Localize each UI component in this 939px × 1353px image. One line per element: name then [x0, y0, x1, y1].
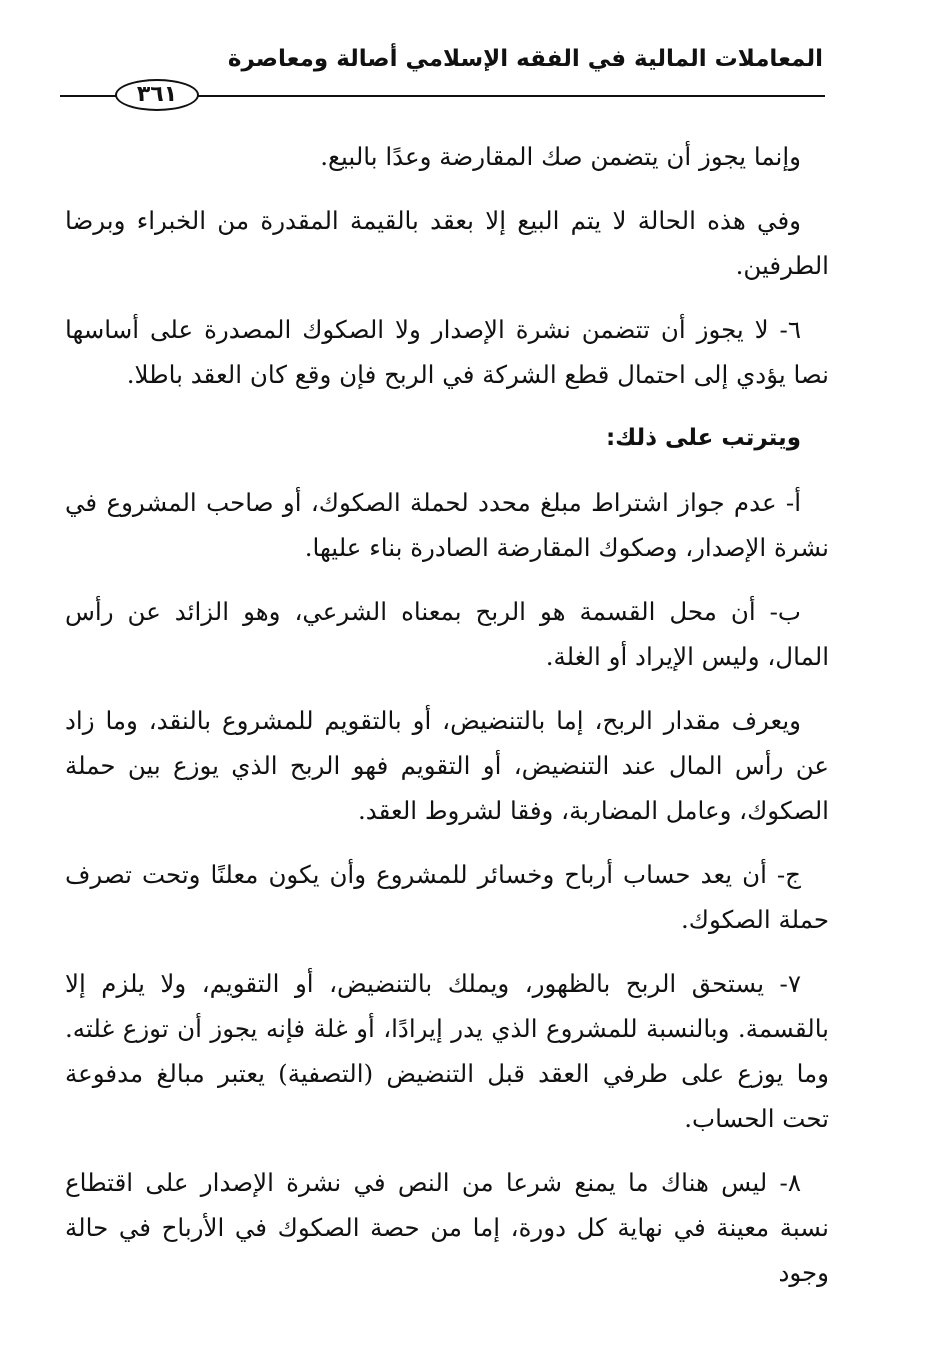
paragraph-item-c: ج- أن يعد حساب أرباح وخسائر للمشروع وأن يكون معلنًا وتحت تصرف حملة الصكوك.: [65, 860, 829, 934]
paragraph-rule-6: ٦- لا يجوز أن تتضمن نشرة الإصدار ولا الصكوك المصدرة على أساسها نصا يؤدي إلى احتمال قطع الشركة في الربح فإن وقع كان العقد باطلا.: [65, 315, 829, 389]
paragraph-consequences-heading: ويترتب على ذلك:: [605, 425, 801, 451]
paragraph-sale-condition: وفي هذه الحالة لا يتم البيع إلا بعقد بالقيمة المقدرة من الخبراء وبرضا الطرفين.: [65, 206, 829, 280]
paragraph-rule-7: ٧- يستحق الربح بالظهور، ويملك بالتنضيض، أو التقويم، ولا يلزم إلا بالقسمة. وبالنسبة للمشروع الذي يدر إيرادًا، أو غلة فإنه يجوز أن توزع غلته. وما يوزع على طرفي العقد قبل التنضيض (التصفية) يعتبر مبالغ مدفوعة تحت الحساب.: [65, 969, 829, 1133]
paragraph-item-b: ب- أن محل القسمة هو الربح بمعناه الشرعي، وهو الزائد عن رأس المال، وليس الإيراد أو الغلة.: [65, 597, 829, 671]
running-header-title: المعاملات المالية في الفقه الإسلامي أصالة ومعاصرة: [227, 46, 823, 72]
paragraph-rule-8: ٨- ليس هناك ما يمنع شرعا من النص في نشرة الإصدار على اقتطاع نسبة معينة في نهاية كل دورة، إما من حصة الصكوك في الأرباح في حالة وجود: [65, 1168, 829, 1287]
paragraph-profit-measure: ويعرف مقدار الربح، إما بالتنضيض، أو بالتقويم للمشروع بالنقد، وما زاد عن رأس المال عند التنضيض، أو التقويم فهو الربح الذي يوزع بين حملة الصكوك، وعامل المضاربة، وفقا لشروط العقد.: [65, 706, 829, 825]
paragraph-item-a: أ- عدم جواز اشتراط مبلغ محدد لحملة الصكوك، أو صاحب المشروع في نشرة الإصدار، وصكوك المقارضة الصادرة بناء عليها.: [65, 488, 829, 562]
page-number: ٣٦١: [115, 79, 199, 111]
paragraph-sale-promise: وإنما يجوز أن يتضمن صك المقارضة وعدًا بالبيع.: [320, 142, 801, 171]
body-text: [65, 134, 829, 1314]
